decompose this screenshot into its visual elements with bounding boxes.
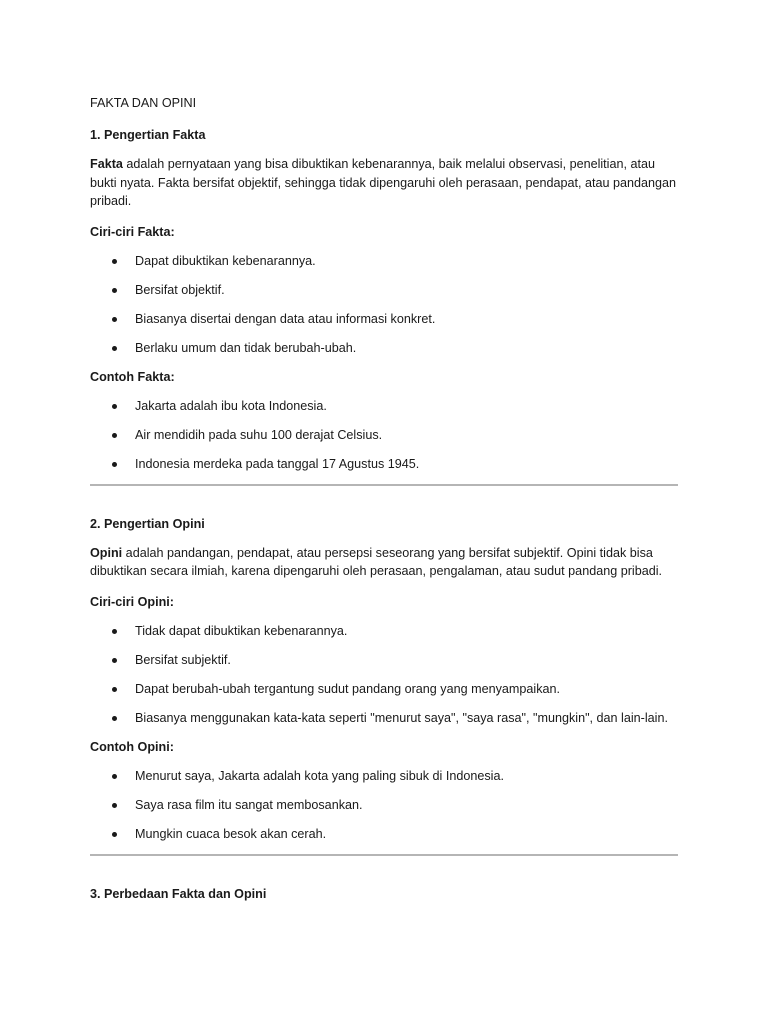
list-item-text: Berlaku umum dan tidak berubah-ubah. — [135, 340, 357, 355]
list-item-text: Air mendidih pada suhu 100 derajat Celsius. — [135, 427, 383, 442]
list-item — [90, 426, 678, 444]
bullet-icon — [112, 404, 117, 409]
ciri-label-fakta: Ciri-ciri Fakta: — [90, 224, 175, 239]
bullet-icon — [112, 288, 117, 293]
list-item-text: Indonesia merdeka pada tanggal 17 Agustus 1945. — [135, 456, 420, 471]
definition-paragraph-fakta — [90, 155, 678, 211]
horizontal-rule — [90, 484, 678, 486]
contoh-label-opini: Contoh Opini: — [90, 739, 174, 754]
list-item-text: Dapat berubah-ubah tergantung sudut pandang orang yang menyampaikan. — [135, 681, 561, 696]
list-item-text: Mungkin cuaca besok akan cerah. — [135, 826, 327, 841]
ciri-label-opini: Ciri-ciri Opini: — [90, 594, 174, 609]
section-heading-opini: 2. Pengertian Opini — [90, 516, 205, 531]
list-item — [90, 455, 678, 473]
bullet-icon — [112, 317, 117, 322]
contoh-label-fakta: Contoh Fakta: — [90, 369, 175, 384]
definition-paragraph-opini — [90, 544, 678, 581]
list-item — [90, 767, 678, 785]
bullet-icon — [112, 774, 117, 779]
definition-term-opini: Opini — [90, 545, 123, 560]
bullet-icon — [112, 832, 117, 837]
document-title: FAKTA DAN OPINI — [90, 96, 197, 110]
bullet-icon — [112, 658, 117, 663]
definition-term-fakta: Fakta — [90, 157, 123, 171]
list-item-text: Menurut saya, Jakarta adalah kota yang paling sibuk di Indonesia. — [135, 768, 504, 783]
contoh-list-fakta — [90, 397, 678, 473]
definition-text-fakta: adalah pernyataan yang bisa dibuktikan kebenarannya, baik melalui observasi, penelitian, atau bukti nyata. Fakta bersifat objektif, sehingga tidak dipengaruhi oleh perasaan, pendapat, atau pandangan pribadi. — [90, 157, 677, 208]
contoh-list-opini — [90, 767, 678, 843]
list-item-text: Bersifat subjektif. — [135, 652, 231, 667]
list-item — [90, 252, 678, 270]
list-item-text: Biasanya disertai dengan data atau informasi konkret. — [135, 311, 436, 326]
list-item — [90, 796, 678, 814]
bullet-icon — [112, 803, 117, 808]
horizontal-rule — [90, 854, 678, 856]
list-item — [90, 825, 678, 843]
list-item — [90, 339, 678, 357]
list-item — [90, 397, 678, 415]
bullet-icon — [112, 259, 117, 264]
section-heading-perbedaan: 3. Perbedaan Fakta dan Opini — [90, 886, 267, 901]
bullet-icon — [112, 629, 117, 634]
definition-text-opini: adalah pandangan, pendapat, atau persepsi seseorang yang bersifat subjektif. Opini tidak bisa dibuktikan secara ilmiah, karena dipengaruhi oleh perasaan, pengalaman, atau sudut pandang pribadi. — [90, 545, 663, 578]
list-item-text: Biasanya menggunakan kata-kata seperti "menurut saya", "saya rasa", "mungkin", dan lain-lain. — [135, 710, 668, 725]
ciri-list-opini — [90, 622, 678, 727]
bullet-icon — [112, 687, 117, 692]
list-item — [90, 709, 678, 727]
list-item-text: Bersifat objektif. — [135, 282, 225, 297]
list-item — [90, 622, 678, 640]
bullet-icon — [112, 462, 117, 467]
bullet-icon — [112, 716, 117, 721]
ciri-list-fakta — [90, 252, 678, 357]
list-item — [90, 651, 678, 669]
list-item-text: Jakarta adalah ibu kota Indonesia. — [135, 398, 327, 413]
list-item-text: Dapat dibuktikan kebenarannya. — [135, 253, 316, 268]
bullet-icon — [112, 346, 117, 351]
bullet-icon — [112, 433, 117, 438]
list-item — [90, 310, 678, 328]
list-item — [90, 281, 678, 299]
list-item-text: Saya rasa film itu sangat membosankan. — [135, 797, 363, 812]
list-item — [90, 680, 678, 698]
list-item-text: Tidak dapat dibuktikan kebenarannya. — [135, 623, 348, 638]
section-heading-fakta: 1. Pengertian Fakta — [90, 128, 206, 142]
